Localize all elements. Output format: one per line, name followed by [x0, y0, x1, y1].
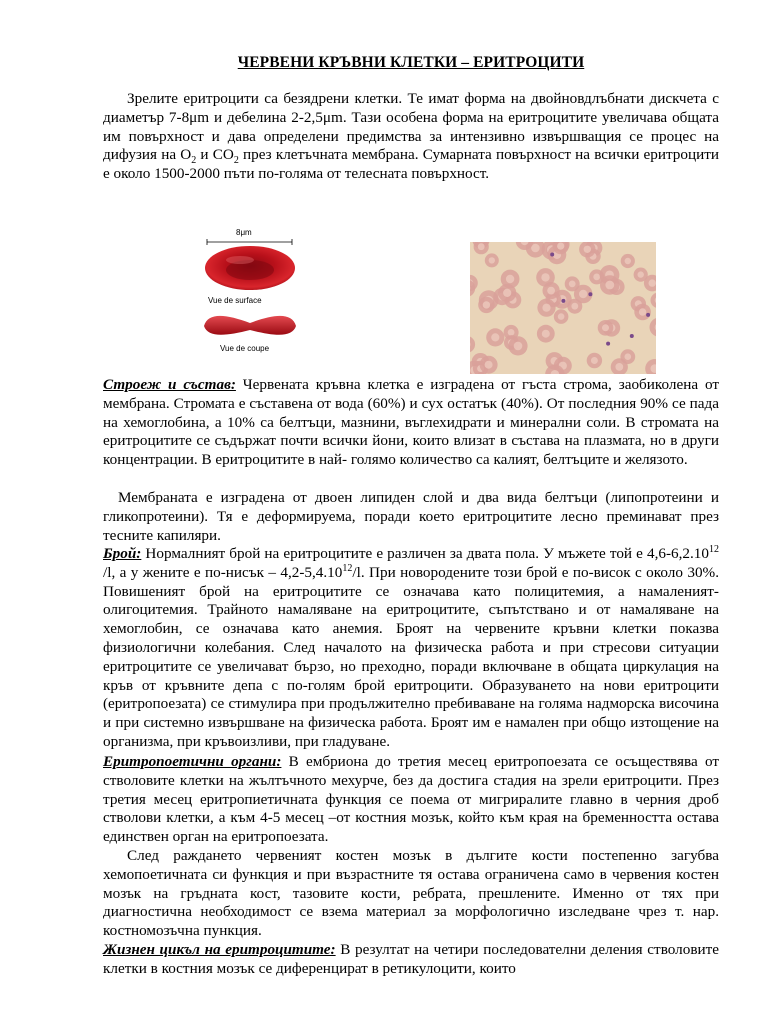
organs-paragraph [103, 753, 719, 847]
rbc-cell-center [579, 290, 587, 298]
rbc-cell-center [485, 361, 493, 369]
rbc-cell-center [558, 313, 565, 320]
organs-text: В ембриона до третия месец еритропоезата се осъществява от стволовите клетки на жълтъчното мехурче, без да достига стадия на зрели еритроцити. През третия месец еритропиетичната функция се поема от мигриралите главно в черния дроб стволови клетки, а към 4-5 месец –от костния мозък, който към края на бременността остава единствен орган на еритропоезата. [103, 753, 719, 846]
lifecycle-paragraph [103, 941, 719, 979]
rbc-cell-center [489, 257, 495, 263]
page-title: ЧЕРВЕНИ КРЪВНИ КЛЕТКИ – ЕРИТРОЦИТИ [237, 54, 585, 71]
rbc-cell-center [506, 275, 514, 283]
rbc-cell-center [602, 324, 609, 331]
intro-text-a: Зрелите еритроцити са безядрени клетки. Те имат форма на двойновдлъбнати дискчета с диаметър 7-8μm и дебелина 2-2,5μm. Тази особена форма на еритроцитите увеличава общата им повърхност и дава определени предимства за интензивно извършващия се процес на дифузия на O [103, 90, 719, 164]
rbc-diagram-figure [200, 226, 300, 364]
count-text-a: Нормалният брой на еритроцитите е различен за двата пола. У мъжете той е 4,6-6,2.10 [141, 545, 709, 562]
blood-smear-photo [470, 242, 656, 374]
co2-subscript: 2 [233, 155, 239, 167]
rbc-cell-center [591, 357, 598, 364]
rbc-cell-center [638, 271, 644, 277]
count-exponent-1: 12 [709, 543, 719, 555]
rbc-cell-center [615, 363, 623, 371]
rbc-cell-center [649, 279, 656, 286]
lifecycle-heading: Жизнен цикъл на еритроцитите: [103, 941, 336, 958]
rbc-cell-center [514, 342, 523, 351]
platelet [630, 334, 634, 338]
blood-smear-illustration [470, 242, 656, 374]
rbc-cell-center [625, 258, 631, 264]
rbc-cell-center [541, 273, 549, 281]
rbc-cell-center [571, 303, 578, 310]
count-text-c: /l. При новородените този брой е по-висок с около 30%. Повишеният брой на еритроцитите се означава като полицитемия, а намаленият- олигоцитемия. Трайното намаляване на еритроцитите, съпътствано и от намаляване на хемоглобин, се означава като анемия. Броят на червените кръвни клетки показва физиологични колебания. След началото на физическа работа и при стресови ситуации еритроцитите се увеличават бързо, но преходно, поради включване в общата циркулация на кръв от кръвните депа с по-голям брой еритроцити. Образуването на нови еритроцити (еритропоезата) се стимулира при продължително пребиваване на голяма надморска височина и при системно извършване на физическа работа. Броят им е намален при общо изтощение на организма, при кръвоизливи, при гладуване. [103, 563, 719, 750]
structure-text: Червената кръвна клетка е изградена от гъста строма, заобиколена от мембрана. Стромата е съставена от вода (60%) и сух остатък (40%). От последния 90% се пада на хемоглобина, а 10% са белтъци, мазнини, въглехидрати и минерални соли. В стромата на еритроцитите се съдържат почти всички йони, които влизат в състава на плазмата, но в други концентрации. В еритроцитите в най- голямо количество са калият, белтъците и желязото. [103, 376, 719, 469]
count-paragraph [103, 545, 719, 752]
rbc-cell-center [639, 308, 646, 315]
structure-paragraph [103, 376, 719, 470]
rbc-cell-center [584, 246, 591, 253]
membrane-paragraph [103, 489, 719, 545]
rbc-cell-center [542, 304, 550, 312]
intro-text-b: и CO [196, 146, 234, 164]
rbc-cell-center [503, 289, 511, 297]
rbc-cell-center [557, 243, 564, 250]
rbc-cell [470, 336, 475, 353]
after-birth-text: След раждането червеният костен мозък в дългите кости постепенно загубва хемопоетичната си функция и при възрастните тя остава ограничена само в червения костен мозък на гръдната кост, тазовите кости, ребрата, прешлените. Именно от тях при диагностична необходимост се взема материал за морфологично изследване чрез т. нар. костномозъчна пункция. [103, 847, 719, 940]
intro-text-c: през клетъчната мембрана. Сумарната повърхност на всички еритроцити е около 1500-2000 пъти по-голяма от телесната повърхност. [103, 146, 719, 183]
platelet [588, 292, 592, 296]
platelet [646, 313, 650, 317]
organs-heading: Еритропоетични органи: [103, 753, 282, 770]
rbc-cell-center [605, 281, 614, 290]
rbc-cell-center [593, 274, 600, 281]
rbc-cell-center [508, 329, 515, 336]
rbc-cell-center [547, 287, 555, 295]
rbc-cell-center [542, 330, 550, 338]
rbc-cell-center [625, 353, 632, 360]
surface-view-label: Vue de surface [208, 296, 262, 305]
intro-paragraph [103, 90, 719, 184]
platelet [606, 342, 610, 346]
rbc-cell-center [483, 301, 490, 308]
count-exponent-2: 12 [342, 562, 353, 574]
o2-subscript: 2 [191, 155, 197, 167]
rbc-cell-center [569, 281, 576, 288]
section-view-label: Vue de coupe [220, 344, 270, 353]
membrane-text: Мембраната е изградена от двоен липиден слой и два вида белтъци (липопротеини и гликопротеини). Тя е деформируема, поради което еритроцитите лесно преминават през тесните капиляри. [103, 489, 719, 544]
rbc-cell-center [491, 333, 499, 341]
after-birth-paragraph [103, 847, 719, 941]
count-text-b: /l, а у жените е по-нисък – 4,2-5,4.10 [103, 563, 343, 581]
structure-heading: Строеж и състав: [103, 376, 236, 393]
platelet [561, 299, 565, 303]
scale-label: 8μm [236, 228, 252, 237]
lifecycle-text: В резултат на четири последователни деления стволовите клетки в костния мозък се диференцират в ретикулоцити, които [103, 941, 719, 977]
count-heading: Брой: [103, 545, 142, 562]
platelet [550, 253, 554, 257]
rbc-cell-center [478, 243, 485, 250]
